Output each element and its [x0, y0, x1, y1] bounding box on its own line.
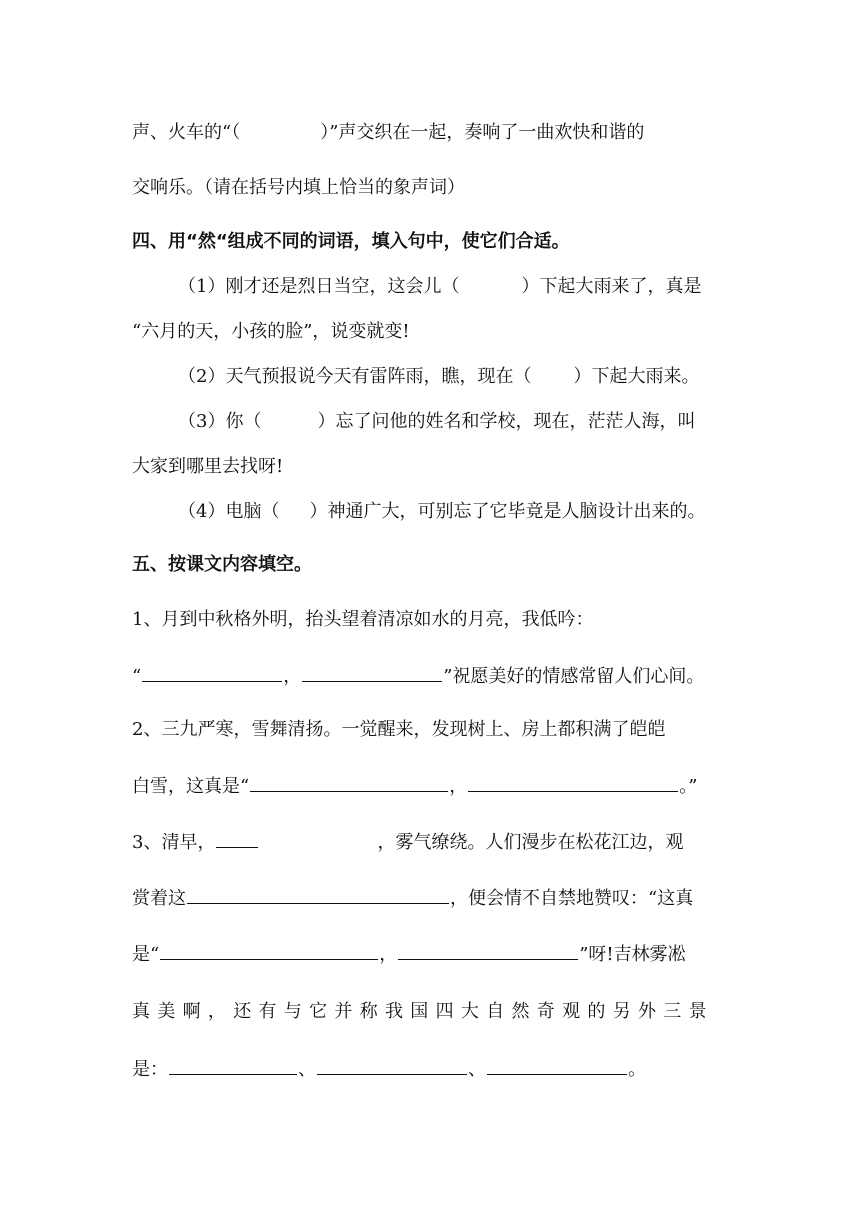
question-4-2 — [178, 365, 699, 389]
question-4-3 — [178, 410, 695, 434]
answer-blank[interactable] — [160, 941, 378, 960]
text-segment: （1）刚才还是烈日当空，这会儿（ — [178, 276, 460, 297]
answer-blank[interactable] — [250, 773, 448, 792]
text-segment: ，雾气缭绕。人们漫步在松花江边，观 — [377, 832, 684, 853]
item-2-prompt: 2、三九严寒，雪舞清扬。一觉醒来，发现树上、房上都积满了皑皑 — [132, 719, 666, 740]
text-segment: ）忘了问他的姓名和学校，现在，茫茫人海，叫 — [317, 411, 696, 432]
question-4-4 — [178, 500, 705, 524]
text-segment: 3、清早， — [132, 832, 216, 853]
text-segment: 。 — [628, 1059, 646, 1080]
question-4-1 — [178, 275, 701, 299]
text-segment: ， — [449, 776, 468, 797]
text-segment: ， — [283, 666, 302, 687]
item-3-line-4: 真美啊，还有与它并称我国四大自然奇观的另外三景 — [132, 1001, 714, 1022]
section-5-heading: 五、按课文内容填空。 — [132, 554, 312, 575]
text-segment: ）下起大雨来了，真是 — [521, 276, 702, 297]
text-segment: ，便会情不自禁地赞叹：“这真 — [450, 888, 694, 909]
item-3-line-5 — [132, 1056, 646, 1082]
text-segment: （3）你（ — [178, 411, 262, 432]
question-4-1-cont: “六月的天，小孩的脸”，说变就变! — [132, 321, 410, 342]
text-segment: 白雪，这真是“ — [132, 776, 250, 797]
answer-blank[interactable] — [317, 1056, 467, 1075]
text-segment: ）下起大雨来。 — [573, 366, 700, 387]
text-segment: 是“ — [132, 944, 160, 965]
item-1-blanks — [132, 663, 704, 689]
section-4-heading: 四、用“然“组成不同的词语，填入句中，使它们合适。 — [132, 231, 570, 252]
item-3-line-1 — [132, 829, 683, 855]
answer-blank[interactable] — [169, 1056, 297, 1075]
text-segment: 、 — [298, 1059, 316, 1080]
answer-blank[interactable] — [216, 829, 258, 848]
answer-blank[interactable] — [187, 885, 449, 904]
text-segment: ”祝愿美好的情感常留人们心间。 — [443, 666, 705, 687]
text-segment: 是： — [132, 1059, 168, 1080]
text-segment: （2）天气预报说今天有雷阵雨，瞧，现在（ — [178, 366, 532, 387]
text-segment: ”呀!吉林雾凇 — [579, 944, 686, 965]
text-segment: ， — [379, 944, 398, 965]
text-segment: ）”声交织在一起，奏响了一曲欢快和谐的 — [320, 122, 645, 143]
item-1-prompt: 1、月到中秋格外明，抬头望着清凉如水的月亮，我低吟： — [132, 609, 594, 630]
text-segment: （4）电脑（ — [178, 501, 280, 522]
text-segment: 。” — [679, 776, 698, 797]
answer-blank[interactable] — [398, 941, 578, 960]
text-segment: 声、火车的“（ — [132, 122, 241, 143]
answer-blank[interactable] — [468, 773, 678, 792]
answer-blank[interactable] — [487, 1056, 627, 1075]
onomatopoeia-line-2: 交响乐。（请在括号内填上恰当的象声词） — [132, 177, 465, 198]
item-2-blanks — [132, 773, 697, 799]
onomatopoeia-line-1 — [132, 121, 644, 145]
question-4-3-cont: 大家到哪里去找呀! — [132, 456, 284, 477]
text-segment: 赏着这 — [132, 888, 186, 909]
answer-blank[interactable] — [302, 663, 442, 682]
item-3-line-2 — [132, 885, 693, 911]
text-segment: “ — [132, 666, 142, 687]
answer-blank[interactable] — [142, 663, 282, 682]
item-3-line-3 — [132, 941, 686, 967]
text-segment: 、 — [468, 1059, 486, 1080]
text-segment: ）神通广大，可别忘了它毕竟是人脑设计出来的。 — [309, 501, 706, 522]
